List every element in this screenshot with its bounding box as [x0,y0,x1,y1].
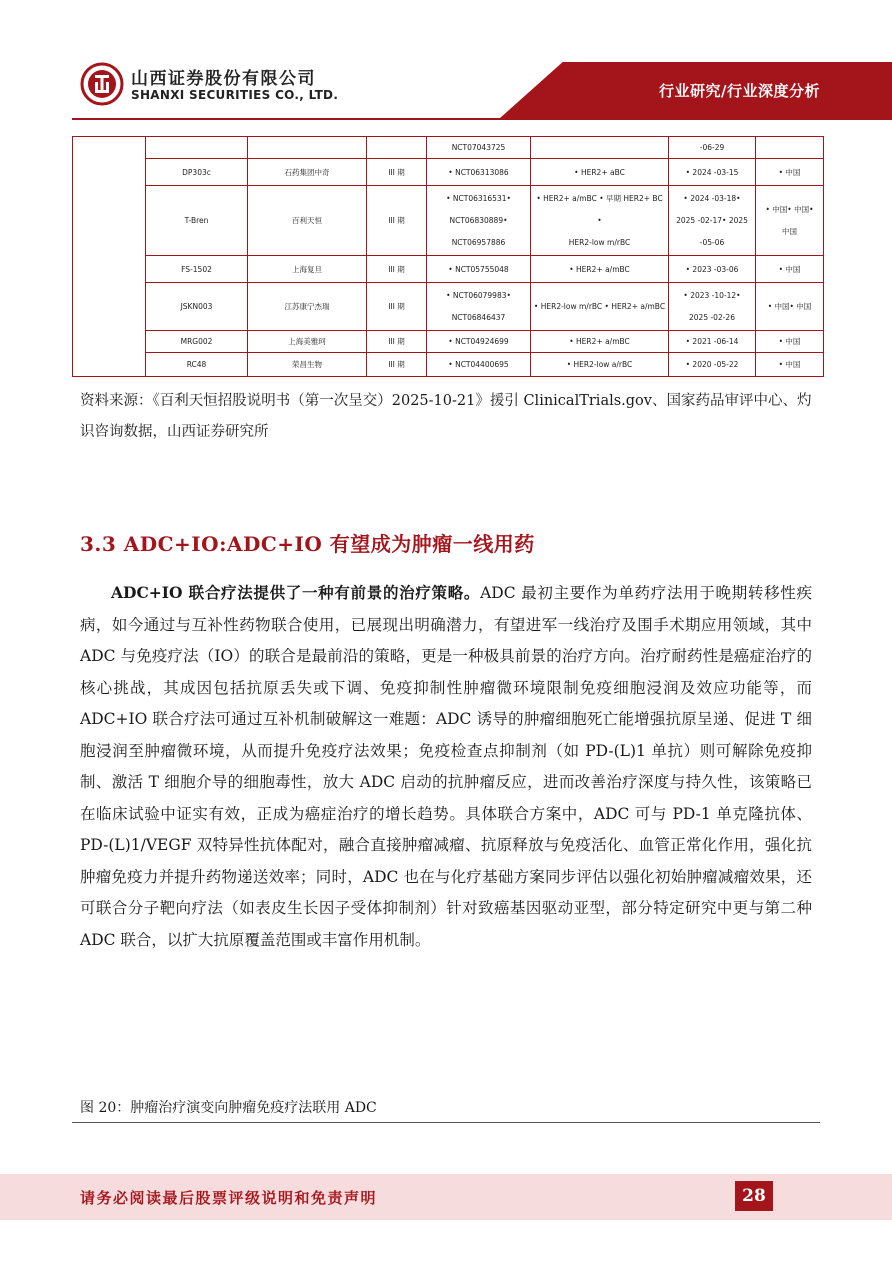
table-cell-phase: III 期 [367,159,427,186]
figure-caption: 图 20：肿瘤治疗演变向肿瘤免疫疗法联用 ADC [80,1100,377,1116]
table-cell-trial: • NCT06079983• NCT06846437 [427,283,531,331]
table-cell-drug: RC48 [146,353,248,377]
page-header [0,0,892,118]
table-cell-phase: III 期 [367,353,427,377]
company-name-en: SHANXI SECURITIES CO., LTD. [131,88,339,102]
table-cell-region: • 中国 [756,256,824,283]
clinical-trials-table [72,136,824,377]
table-cell-group [73,137,146,377]
table-cell-company: 上海复旦 [248,256,367,283]
table-cell-region: • 中国 [756,353,824,377]
figure-divider [72,1122,820,1123]
table-cell-trial: • NCT06316531• NCT06830889• NCT06957886 [427,186,531,256]
table-row [73,331,824,353]
table-row [73,283,824,331]
table-cell-trial: • NCT05755048 [427,256,531,283]
section-title: 3.3 ADC+IO:ADC+IO 有望成为肿瘤一线用药 [80,532,535,556]
table-cell-indication: • HER2-low m/rBC • HER2+ a/mBC [531,283,669,331]
table-cell-date: -06-29 [669,137,756,159]
table-cell-company: 上海美雅珂 [248,331,367,353]
table-cell-date: • 2024 -03-18• 2025 -02-17• 2025 -05-06 [669,186,756,256]
table-cell-region: • 中国 [756,331,824,353]
table-cell-indication [531,137,669,159]
table-cell-indication: • HER2+ a/mBC [531,331,669,353]
table-cell-company [248,137,367,159]
table-cell-region: • 中国• 中国 [756,283,824,331]
table-cell-drug: T-Bren [146,186,248,256]
page-number: 28 [735,1181,773,1211]
company-name-cn: 山西证券股份有限公司 [131,69,316,89]
table-row [73,186,824,256]
table-cell-date: • 2023 -03-06 [669,256,756,283]
table-cell-date: • 2020 -05-22 [669,353,756,377]
table-cell-date: • 2021 -06-14 [669,331,756,353]
table-cell-trial: • NCT04400695 [427,353,531,377]
table-cell-phase: III 期 [367,331,427,353]
table-row [73,353,824,377]
company-logo-icon [80,62,124,106]
table-cell-phase: III 期 [367,186,427,256]
table-cell-phase: III 期 [367,256,427,283]
body-paragraph [80,577,812,956]
table-cell-region: • 中国• 中国• 中国 [756,186,824,256]
table-cell-phase [367,137,427,159]
table-cell-drug: JSKN003 [146,283,248,331]
table-cell-date: • 2023 -10-12• 2025 -02-26 [669,283,756,331]
table-cell-indication: • HER2+ aBC [531,159,669,186]
table-cell-region [756,137,824,159]
report-type-label: 行业研究/行业深度分析 [659,82,820,100]
table-cell-trial: • NCT04924699 [427,331,531,353]
table-cell-indication: • HER2+ a/mBC • 早期 HER2+ BC • HER2-low m/rBC [531,186,669,256]
table-row [73,256,824,283]
table-row [73,137,824,159]
table-cell-drug: FS-1502 [146,256,248,283]
table-cell-company: 江苏康宁杰瑞 [248,283,367,331]
table-cell-phase: III 期 [367,283,427,331]
table-cell-company: 荣昌生物 [248,353,367,377]
table-cell-drug [146,137,248,159]
paragraph-lead: ADC+IO 联合疗法提供了一种有前景的治疗策略。 [111,583,481,602]
table-cell-trial: • NCT06313086 [427,159,531,186]
table-cell-company: 百利天恒 [248,186,367,256]
table-cell-indication: • HER2-low a/rBC [531,353,669,377]
table-cell-trial: NCT07043725 [427,137,531,159]
paragraph-body: ADC 最初主要作为单药疗法用于晚期转移性疾病，如今通过与互补性药物联合使用，已展现出明确潜力，有望进军一线治疗及围手术期应用领域，其中 ADC 与免疫疗法（IO）的联合是最前沿的策略，更是一种极具前景的治疗方向。治疗耐药性是癌症治疗的核心挑战，其成因包括抗原丢失或下调、免疫抑制性肿瘤微环境限制免疫细胞浸润及效应功能等，而 ADC+IO 联合疗法可通过互补机制破解这一难题：ADC 诱导的肿瘤细胞死亡能增强抗原呈递、促进 T 细胞浸润至肿瘤微环境，从而提升免疫疗法效果；免疫检查点抑制剂（如 PD-(L)1 单抗）则可解除免疫抑制、激活 T 细胞介导的细胞毒性，放大 ADC 启动的抗肿瘤反应，进而改善治疗深度与持久性，该策略已在临床试验中证实有效，正成为癌症治疗的增长趋势。具体联合方案中，ADC 可与 PD-1 单克隆抗体、PD-(L)1/VEGF 双特异性抗体配对，融合直接肿瘤减瘤、抗原释放与免疫活化、血管正常化作用，强化抗肿瘤免疫力并提升药物递送效率；同时，ADC 也在与化疗基础方案同步评估以强化初始肿瘤减瘤效果，还可联合分子靶向疗法（如表皮生长因子受体抑制剂）针对致癌基因驱动亚型，部分特定研究中更与第二种 ADC 联合，以扩大抗原覆盖范围或丰富作用机制。 [80,584,812,949]
table-cell-company: 石药集团中奇 [248,159,367,186]
header-divider [72,118,892,120]
table-row [73,159,824,186]
table-source-note: 资料来源：《百利天恒招股说明书（第一次呈交）2025-10-21》援引 ClinicalTrials.gov、国家药品审评中心、灼识咨询数据，山西证券研究所 [80,393,812,440]
table-cell-region: • 中国 [756,159,824,186]
table-cell-drug: MRG002 [146,331,248,353]
table-cell-indication: • HER2+ a/mBC [531,256,669,283]
footer-disclaimer: 请务必阅读最后股票评级说明和免责声明 [80,1189,378,1207]
table-cell-drug: DP303c [146,159,248,186]
table-cell-date: • 2024 -03-15 [669,159,756,186]
